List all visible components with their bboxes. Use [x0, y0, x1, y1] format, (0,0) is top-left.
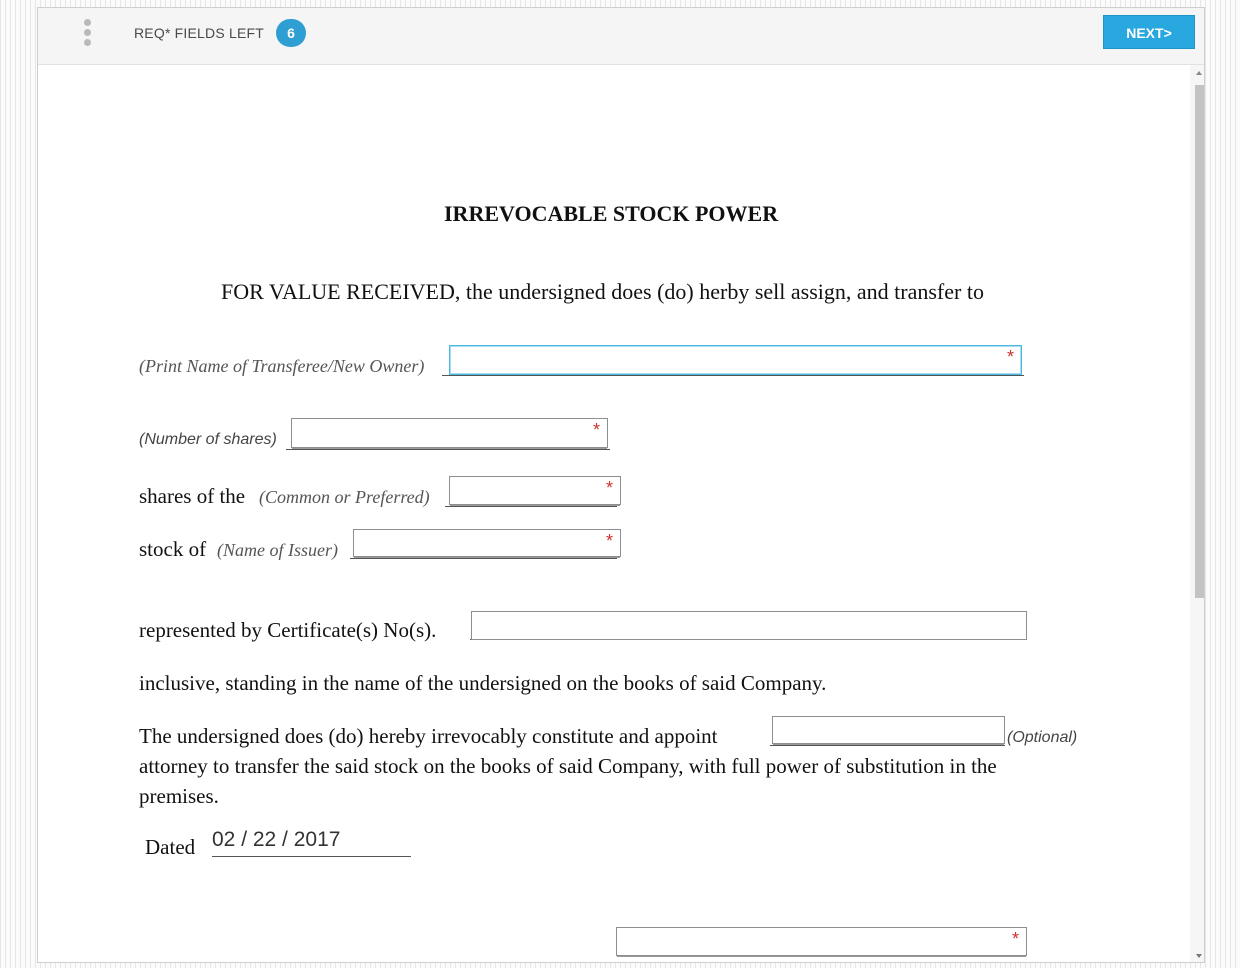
transferee-underline [442, 375, 1024, 376]
more-options-icon[interactable] [81, 17, 93, 51]
vertical-scrollbar[interactable] [1190, 65, 1205, 963]
certificate-number-field[interactable] [471, 611, 1027, 640]
certificate-text: represented by Certificate(s) No(s). [139, 618, 437, 642]
common-or-preferred-label: (Common or Preferred) [259, 487, 430, 507]
dated-underline [212, 856, 411, 857]
attorney-underline [770, 745, 1005, 746]
required-marker: * [1011, 929, 1019, 949]
issuer-name-field[interactable] [353, 529, 621, 557]
dated-label: Dated [145, 835, 196, 859]
inclusive-text: inclusive, standing in the name of the undersigned on the books of said Company. [139, 671, 827, 695]
appoint-text-line3: premises. [139, 784, 219, 808]
stock-class-field[interactable] [449, 476, 621, 505]
next-button[interactable]: NEXT> [1103, 15, 1195, 49]
scroll-thumb[interactable] [1195, 85, 1204, 598]
toolbar [38, 8, 1204, 65]
transferee-label: (Print Name of Transferee/New Owner) [139, 356, 425, 376]
stock-of-text: stock of [139, 537, 207, 561]
document-viewer [37, 7, 1205, 963]
required-marker: * [605, 478, 613, 498]
intro-text: FOR VALUE RECEIVED, the undersigned does (do) herby sell assign, and transfer to [221, 279, 984, 304]
signature-field[interactable] [616, 927, 1027, 956]
required-fields-count-badge: 6 [276, 19, 306, 47]
scroll-down-arrow-icon[interactable] [1196, 954, 1202, 958]
stock-class-underline [445, 506, 617, 507]
required-marker: * [605, 531, 613, 551]
appoint-text-line2: attorney to transfer the said stock on the books of said Company, with full power of substitution in the [139, 754, 997, 778]
number-of-shares-field[interactable] [291, 418, 608, 448]
shares-underline [286, 449, 610, 450]
required-fields-label: REQ* FIELDS LEFT [134, 25, 265, 41]
required-marker: * [592, 420, 600, 440]
document-title: IRREVOCABLE STOCK POWER [444, 201, 779, 226]
dated-value-field[interactable]: 02 / 22 / 2017 [212, 828, 341, 851]
scroll-up-arrow-icon[interactable] [1196, 71, 1202, 75]
number-of-shares-label: (Number of shares) [139, 431, 277, 448]
shares-of-the-text: shares of the [139, 484, 246, 508]
issuer-underline [350, 558, 617, 559]
issuer-label: (Name of Issuer) [217, 540, 338, 560]
required-marker: * [1006, 347, 1014, 367]
transferee-name-field[interactable] [449, 345, 1022, 375]
appoint-text-line1: The undersigned does (do) hereby irrevocably constitute and appoint [139, 724, 718, 748]
optional-label: (Optional) [1007, 729, 1078, 746]
attorney-field[interactable] [772, 716, 1005, 744]
